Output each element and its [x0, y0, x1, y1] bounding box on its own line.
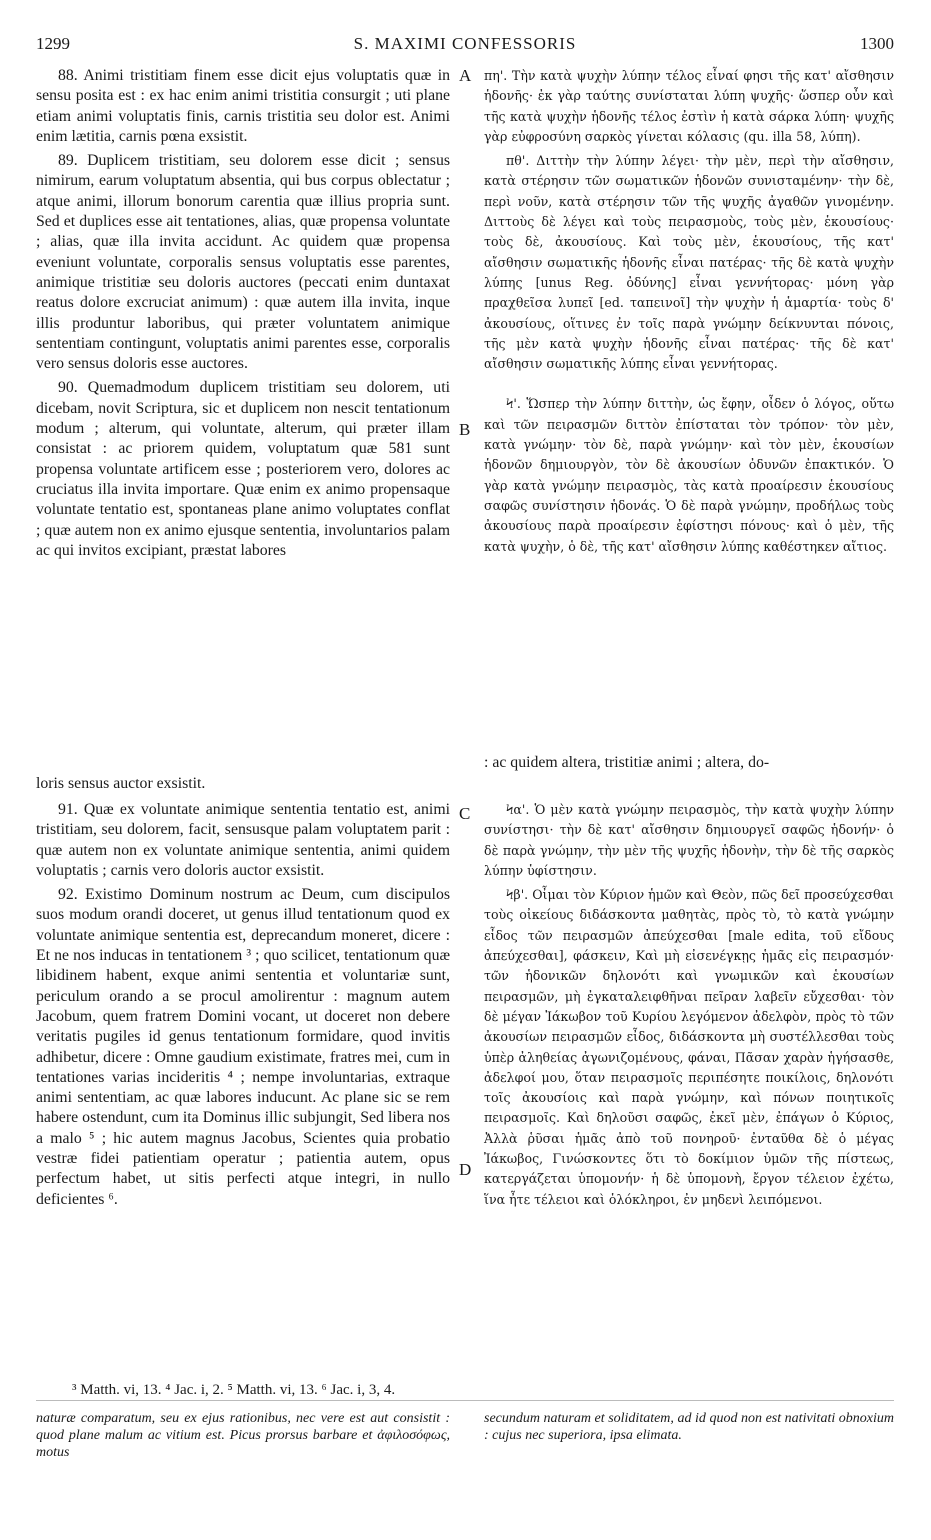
latin-para-89: 89. Duplicem tristitiam, seu dolorem esse dicit ; sensus nimirum, earum voluptatum absentia, qui bus corpus oblectatur ; atque animi, illorum bonorum carentia quæ illius propria sunt. Sed et duplices esse ait tentationes, alias, quæ propensa voluntate ; alias, quæ illa invita accidunt. Ac quidem quæ propensa eveniunt voluntate, corporalis sensus voluptatis esse parentes, animique tristitiæ seu doloris auctores (peccati enim duntaxat reatus dolore excruciat animum) : quæ autem illa invita, inque illis produntur laboribus, qui præter voluntatem animique sententiam contingunt, voluptatis animi parentes esse, corporalis vero sensus doloris esse auctores. [36, 152, 450, 373]
greek-para-88: πη'. Τὴν κατὰ ψυχὴν λύπην τέλος εἶναί φησι τῆς κατ' αἴσθησιν ἡδονῆς· ἐκ γὰρ ταύτης συνίσταται λύπη ψυχῆς· ὥσπερ οὖν καὶ τῆς κατὰ ψυχὴν ἡδονῆς τέλος ἐστὶν ἡ κατὰ σάρκα λύπη· ψυχῆς γὰρ εὐφροσύνη σαρκὸς γίνεται κόλασις (qu. illa 58, λύπη). [484, 68, 894, 144]
latin-column [36, 66, 450, 561]
greek-para-92: Ϟβ'. Οἶμαι τὸν Κύριον ἡμῶν καὶ Θεὸν, πῶς δεῖ προσεύχεσθαι τοὺς οἰκείους διδάσκοντα μαθητὰς, πρὸς τὸ, τὸ κατὰ γνώμην εἶδος τῶν πειρασμῶν ἀπεύχεσθαι [male edita, τοῦ εἴδους ἀπεύχεσθαι], φάσκειν, Καὶ μὴ εἰσενέγκῃς ἡμᾶς εἰς πειρασμόν· τῶν ἡδονικῶν δηλονότι καὶ γνωμικῶν καὶ ἑκουσίων πειρασμῶν, μὴ ἐγκαταλειφθῆναι πεῖραν λαβεῖν εὔχεσθαι· τὸν δὲ μέγαν Ἰάκωβον τοῦ Κυρίου λεγόμενον ἀδελφὸν, πρὸς τὸ τῶν ἀκουσίων πειρασμῶν εἶδος, διδάσκοντα μὴ συστέλλεσθαι τοὺς ὑπὲρ ἀληθείας ἀγωνιζομένους, φάναι, Πᾶσαν χαρὰν ἡγήσασθε, ἀδελφοί μου, ὅταν πειρασμοῖς περιπέσητε ποικίλοις, δηλονότι τοῖς ἀκουσίοις καὶ παρὰ γνώμην, καὶ πόνων ποιητικοῖς πειρασμοῖς. Καὶ δηλοῦσι σαφῶς, ἐκεῖ μὲν, ἐπάγων ὁ Κύριος, Ἀλλὰ ῥῦσαι ἡμᾶς ἀπὸ τοῦ πονηροῦ· ἐνταῦθα δὲ ὁ μέγας Ἰάκωβος, Γινώσκοντες ὅτι τὸ δοκίμιον ὑμῶν τῆς πίστεως, κατεργάζεται ὑπομονήν· ἡ δὲ ὑπομονὴ, ἔργον τέλειον ἐχέτω, ἵνα ἦτε τέλειοι καὶ ὁλόκληροι, ἐν μηδενὶ λειπόμενοι. [484, 887, 894, 1207]
greek-para-91: Ϟα'. Ὁ μὲν κατὰ γνώμην πειρασμὸς, τὴν κατὰ ψυχὴν λύπην συνίστησι· τὴν δὲ κατ' αἴσθησιν δημιουργεῖ σαφῶς ἡδονήν· ὁ δὲ παρὰ γνώμην, τὴν μὲν τῆς ψυχῆς ἡδονὴν, τὴν δὲ τῆς σαρκὸς λύπην ὑφίστησιν. [484, 802, 894, 878]
footnotes: ³ Matth. vi, 13. ⁴ Jac. i, 2. ⁵ Matth. vi, 13. ⁶ Jac. i, 3, 4. [72, 1382, 396, 1398]
latin-para-88: 88. Animi tristitiam finem esse dicit ejus voluptatis quæ in sensu posita est : ex hac enim animi tristitia consurgit ; uti plane etiam animi voluptatis finis, carnis tristitia seu dolor est. Animi enim lætitia, carnis pœna exsistit. [36, 67, 450, 145]
margin-letter-d: D [459, 1160, 472, 1179]
running-title: S. MAXIMI CONFESSORIS [353, 34, 577, 53]
margin-letter-c: C [459, 804, 471, 823]
latin-para-90-end: loris sensus auctor exsistit. [36, 775, 206, 792]
footnote-divider [36, 1400, 894, 1401]
bottom-note-left: naturæ comparatum, seu ex ejus rationibus, nec vere est aut consistit : quod plane malum ac vitium est. Picus prorsus barbare et ἀφιλοσόφως, motus [36, 1411, 450, 1460]
bottom-note-right: secundum naturam et soliditatem, ad id quod non est nativitati obnoxium : cujus nec superiora, ipsa elimata. [484, 1411, 894, 1443]
greek-column [484, 66, 894, 557]
latin-para-92: 92. Existimo Dominum nostrum ac Deum, cum discipulos suos modum orandi doceret, ut genus illud tentationum quod ex voluntate animique sententia est, deprecandum moneret, dicere : Et ne nos inducas in tentationem ³ ; quo scilicet, tentationum quæ libidinem habent, exque animi sententia et voluntariæ sunt, periculum orando a se procul amolirentur : magnum autem Jacobum, quem fratrem Domini vocant, ut doceret non debere veritatis pugiles id genus tentationum formidare, quod invitis adhibetur, dicere : Omne gaudium existimate, fratres mei, cum in tentationes varias incideritis ⁴ ; nempe involuntarias, extraque animi sententiam, ac quæ labores inducunt. Ac plane sic se rem habere ostendunt, cum ita Dominus illic subjungit, Sed libera nos a malo ⁵ ; hic autem magnus Jacobus, Scientes quia probatio vestræ fidei patientiam operatur ; patientia autem, opus perfectum habet, ut sitis perfecti atque integri, in nullo deficientes ⁶. [36, 886, 450, 1208]
latin-para-90: 90. Quemadmodum duplicem tristitiam seu dolorem, uti dicebam, novit Scriptura, sic et duplicem non nescit tentationum modum ; alterum, qui voluntate, alterum, qui præter illam consistat : ac priorem quidem, voluptatum quæ 581 sunt propensa voluntate artificem esse ; posteriorem vero, dolores ac cruciatus illa invita importare. Quæ enim ex animo propensaque voluntate tentatio est, spontaneas plane animo voluptates conflat ; quæ autem non ex animo ejusque sententia, involuntarios palam ac qui invitos excipiant, præstat labores [36, 379, 450, 559]
greek-column-lower [484, 800, 894, 1210]
page-number-left: 1299 [36, 34, 70, 53]
latin-para-91: 91. Quæ ex voluntate animique sententia tentatio est, animi tristitiam, seu dolorem, facit, sensusque palam voluptatem parit : quæ autem non ex voluntate animique sententia, animi quidem voluptatis ; carnis vero doloris auctor exsistit. [36, 801, 450, 879]
page-header [36, 34, 894, 56]
page-number-right: 1300 [860, 34, 894, 53]
greek-para-90: Ϟ'. Ὥσπερ τὴν λύπην διττὴν, ὡς ἔφην, οἶδεν ὁ λόγος, οὕτω καὶ τῶν πειρασμῶν διττὸν ἐπίσταται τὸν τρόπον· τὸν μὲν, κατὰ γνώμην· τὸν δὲ, παρὰ γνώμην· καὶ τὸν μὲν, ἑκουσίων ἡδονῶν δημιουργὸν, τὸν δὲ ἀκουσίων ὀδυνῶν ἐπακτικόν. Ὁ γὰρ κατὰ γνώμην πειρασμὸς, τὰς κατὰ προαίρεσιν ἑκουσίους σαφῶς συνίστησιν ἡδονάς. Ὁ δὲ παρὰ γνώμην, προδήλως τοὺς ἀκουσίους παρὰ προαίρεσιν ἐφίστησι πόνους· καὶ ὁ μὲν, τῆς κατὰ ψυχὴν, ὁ δὲ, τῆς κατ' αἴσθησιν λύπης καθέστηκεν αἴτιος. [484, 396, 894, 554]
margin-letter-a: A [459, 66, 472, 85]
latin-column-lower [36, 800, 450, 1210]
latin-para-90-bridge: : ac quidem altera, tristitiæ animi ; altera, do- [484, 754, 770, 771]
margin-letter-b: B [459, 420, 471, 439]
greek-para-89: πθ'. Διττὴν τὴν λύπην λέγει· τὴν μὲν, περὶ τὴν αἴσθησιν, κατὰ στέρησιν τῶν σωματικῶν ἡδονῶν συνισταμένην· τὴν δὲ, περὶ νοῦν, κατὰ στέρησιν τῶν τῆς ψυχῆς ἀγαθῶν γινομένην. Διττοὺς δὲ λέγει καὶ τοὺς πειρασμοὺς, τοὺς μὲν, ἑκουσίους· τοὺς δὲ, ἀκουσίους. Καὶ τοὺς μὲν, ἑκουσίους, τῆς κατ' αἴσθησιν σωματικῆς ἡδονῆς εἶναι πατέρας· τῆς δὲ κατὰ ψυχὴν λύπης [unus Reg. ὀδύνης] εἶναι γεννήτορας· μόνη γὰρ πραχθεῖσα λυπεῖ [ed. ταπεινοῖ] τὴν ψυχὴν ἡ ἁμαρτία· τοὺς δ' ἀκουσίους, οἵτινες ἐν τοῖς παρὰ γνώμην δείκνυνται πόνοις, τῆς μὲν κατὰ ψυχὴν ἡδονῆς εἶναι πατέρας· τῆς δὲ κατ' αἴσθησιν σωματικῆς λύπης εἶναι γεννήτορας. [484, 153, 894, 372]
